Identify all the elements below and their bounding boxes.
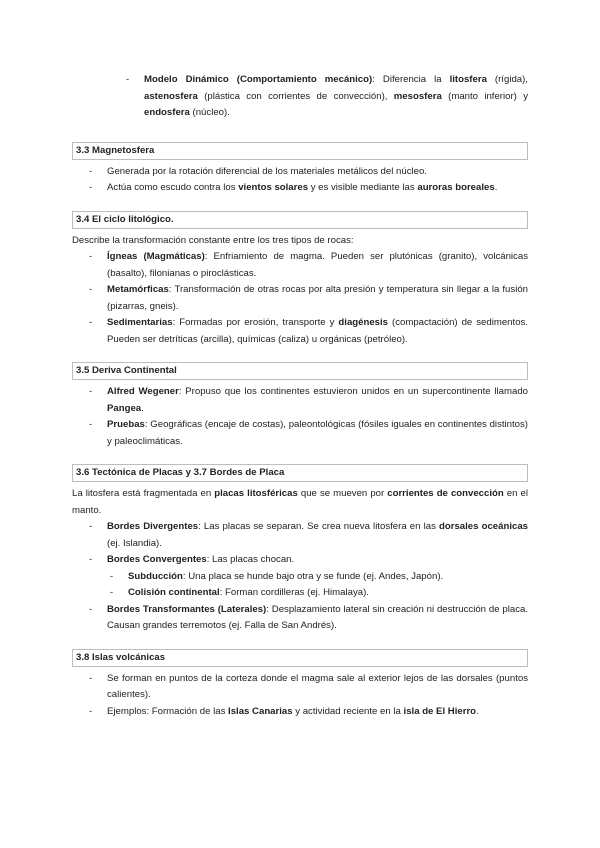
text: (plástica con corrientes de convección), — [197, 90, 394, 102]
section-heading-tectonica: 3.6 Tectónica de Placas y 3.7 Bordes de Placa — [72, 464, 528, 482]
bullet-dash: - — [89, 672, 93, 684]
text: . — [141, 402, 144, 414]
bullet-dash: - — [89, 419, 93, 430]
text: (compactación) de sedimentos. Pueden ser detríticas (arcilla), químicas (caliza) u orgánicas (petróleo). — [107, 317, 528, 345]
term: Bordes Transformantes (Laterales) — [107, 603, 267, 615]
bullet-dash: - — [89, 705, 93, 717]
text: Generada por la rotación diferencial de los materiales metálicos del núcleo. — [107, 165, 427, 177]
text: : Transformación de otras rocas por alta presión y temperatura sin llegar a la fusión (pizarras, gneis). — [107, 284, 528, 312]
list-item — [72, 602, 528, 635]
term: litosfera — [449, 74, 487, 85]
list-item — [72, 552, 528, 569]
term: Bordes Convergentes — [107, 554, 207, 565]
text: : Geográficas (encaje de costas), paleontológicas (fósiles iguales en continentes distintos) y paleoclimáticas. — [107, 419, 528, 447]
text: en el manto. — [72, 488, 529, 516]
bullet-dash: - — [89, 521, 93, 532]
text: y actividad reciente en la — [292, 705, 404, 717]
text: : Propuso que los continentes estuvieron unidos en un supercontinente llamado — [178, 386, 528, 397]
term: Bordes Divergentes — [107, 521, 199, 532]
term: Subducción — [128, 570, 183, 582]
term: vientos solares — [238, 182, 309, 193]
text: : Las placas se separan. Se crea nueva litosfera en las — [198, 521, 439, 532]
section-intro — [72, 486, 528, 519]
list-item — [72, 249, 528, 282]
bullet-dash: - — [89, 603, 93, 615]
bullet-dash: - — [89, 182, 93, 193]
bullet-dash: - — [89, 554, 93, 565]
section-heading-ciclo-litologico: 3.4 El ciclo litológico. — [72, 211, 528, 229]
term: placas litosféricas — [214, 488, 298, 499]
term: Colisión continental — [128, 587, 220, 598]
term: Modelo Dinámico (Comportamiento mecánico) — [144, 74, 373, 85]
text: (núcleo). — [189, 107, 230, 118]
page-content — [72, 72, 528, 720]
list-item — [72, 704, 528, 721]
section-intro: Describe la transformación constante entre los tres tipos de rocas: — [72, 234, 354, 246]
text: Ejemplos: Formación de las — [107, 705, 229, 717]
bullet-dash: - — [89, 251, 93, 262]
list-item — [72, 384, 528, 417]
bullet-dash: - — [89, 284, 93, 295]
term: Ígneas (Magmáticas) — [107, 251, 205, 262]
text: : Una placa se hunde bajo otra y se funde (ej. Andes, Japón). — [182, 570, 444, 582]
sub-list-item — [72, 569, 528, 586]
term: diagénesis — [338, 317, 389, 328]
bullet-dash: - — [110, 587, 114, 598]
term: Pruebas — [107, 419, 145, 430]
text: : Enfriamiento de magma. Pueden ser plutónicas (granito), volcánicas (basalto), filonianas o piroclásticas. — [107, 251, 528, 279]
bullet-dash: - — [89, 386, 93, 397]
text: . — [476, 705, 479, 717]
text: (manto inferior) y — [441, 90, 528, 102]
section-heading-islas-volcanicas: 3.8 Islas volcánicas — [72, 649, 528, 667]
list-item — [72, 282, 528, 315]
term: auroras boreales — [417, 182, 495, 193]
text: (ej. Islandia). — [107, 537, 162, 549]
text: . — [494, 182, 498, 193]
text: : Las placas chocan. — [206, 554, 295, 565]
term: dorsales oceánicas — [439, 521, 528, 532]
text: y es visible mediante las — [308, 182, 418, 193]
list-item — [72, 164, 528, 181]
term: astenosfera — [144, 90, 198, 102]
bullet-dash: - — [110, 570, 114, 582]
term: Sedimentarias — [107, 317, 173, 328]
bullet-dash: - — [126, 74, 130, 85]
term: Islas Canarias — [228, 705, 293, 717]
text: La litosfera está fragmentada en — [72, 488, 215, 499]
list-item — [72, 671, 528, 704]
list-item — [72, 315, 528, 348]
term: endosfera — [144, 107, 190, 118]
text: Actúa como escudo contra los — [107, 182, 239, 193]
list-item — [72, 180, 528, 197]
text: : Desplazamiento lateral sin creación ni destrucción de placa. Causan grandes terremotos (ej. Falla de San Andrés). — [107, 603, 528, 631]
bullet-dash: - — [89, 317, 93, 328]
text: : Diferencia la — [372, 74, 450, 85]
term: Pangea — [107, 402, 142, 414]
list-item — [72, 519, 528, 552]
sub-list-item — [72, 585, 528, 602]
section-heading-deriva-continental: 3.5 Deriva Continental — [72, 362, 528, 380]
list-item-modelo-dinamico — [72, 72, 528, 122]
bullet-dash: - — [89, 165, 93, 177]
term: Metamórficas — [107, 284, 169, 295]
text: (rígida), — [486, 74, 528, 85]
text: : Forman cordilleras (ej. Himalaya). — [219, 587, 369, 598]
text: que se mueven por — [297, 488, 388, 499]
section-heading-magnetosfera: 3.3 Magnetosfera — [72, 142, 528, 160]
text: : Formadas por erosión, transporte y — [172, 317, 339, 328]
term: Alfred Wegener — [107, 386, 179, 397]
term: corrientes de convección — [387, 488, 504, 499]
list-item — [72, 417, 528, 450]
text: Se forman en puntos de la corteza donde el magma sale al exterior lejos de las dorsales (puntos calientes). — [107, 672, 528, 700]
term: mesosfera — [393, 90, 442, 102]
term: isla de El Hierro — [403, 705, 477, 717]
